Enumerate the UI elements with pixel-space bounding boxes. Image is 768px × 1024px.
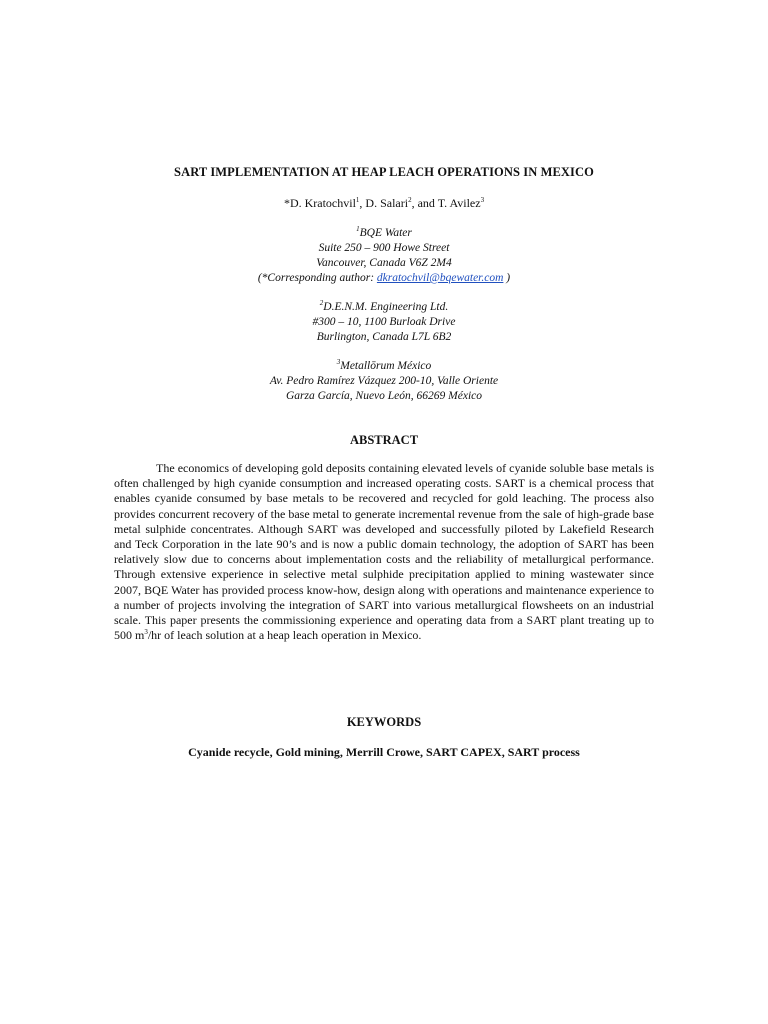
keywords-list: Cyanide recycle, Gold mining, Merrill Crowe, SART CAPEX, SART process [188,745,580,759]
affiliation-1 [0,226,768,286]
corresponding-author-prefix: (*Corresponding author: [257,272,377,284]
affiliation-3-city-line: Garza García, Nuevo León, 66269 México [286,390,482,402]
affiliation-1-org [0,226,768,241]
abstract-text: The economics of developing gold deposits containing elevated levels of cyanide soluble base metals is often challenged by high cyanide consumption and increased operating costs. SART is a chemical process that enables cyanide consumed by base metals to be recovered and recycled for gold leaching. The process also provides concurrent recovery of the base metal to generate incremental revenue from the sale of high-grade base metal sulphide concentrates. Although SART was developed and successfully piloted by Lakefield Research and Teck Corporation in the late 90’s and is now a public domain technology, the adoption of SART has been relatively slow due to concerns about implementation costs and the reliability of metallurgical performance. Through extensive experience in selective metal sulphide precipitation applied to mining wastewater since 2007, BQE Water has provided process know-how, design along with operations and maintenance experience to a number of projects involving the integration of SART into various metallurgical flowsheets on an industrial scale. This paper presents the commissioning experience and operating data from a SART plant treating up to 500 m [114,461,654,643]
affiliation-2-address-line: #300 – 10, 1100 Burloak Drive [312,316,456,328]
abstract-unit-superscript: 3 [144,628,148,637]
abstract-body [114,461,654,643]
author-1: *D. Kratochvil [283,196,356,210]
abstract-heading: ABSTRACT [349,433,419,447]
author-1-affil-marker: 1 [355,196,360,204]
author-3-affil-marker: 3 [480,196,485,204]
corresponding-author-line [0,271,768,286]
affiliation-2 [0,300,768,345]
author-line [0,196,768,211]
affiliation-2-org [0,300,768,315]
author-2: , D. Salari [359,196,409,210]
affiliation-3 [0,359,768,404]
affiliation-3-org [0,359,768,374]
abstract-text-end: /hr of leach solution at a heap leach operation in Mexico. [147,628,422,643]
corresponding-author-email-link[interactable]: dkratochvil@bqewater.com [376,272,504,284]
affiliation-3-marker: 3 [336,358,341,367]
author-3: , and T. Avilez [411,196,481,210]
affiliation-3-address-line: Av. Pedro Ramírez Vázquez 200-10, Valle Oriente [269,375,499,387]
affiliation-1-marker: 1 [356,225,360,234]
paper-title: SART IMPLEMENTATION AT HEAP LEACH OPERATIONS IN MEXICO [174,165,594,179]
affiliation-1-address-line: Suite 250 – 900 Howe Street [318,242,450,254]
affiliation-1-org-name: BQE Water [359,227,412,239]
affiliation-2-city-line: Burlington, Canada L7L 6B2 [316,331,452,343]
author-2-affil-marker: 2 [408,196,412,204]
affiliation-2-marker: 2 [319,299,324,308]
affiliation-3-org-name: Metallōrum México [340,360,432,372]
affiliation-2-org-name: D.E.N.M. Engineering Ltd. [323,301,449,313]
keywords-heading: KEYWORDS [346,715,422,729]
affiliation-1-city-line: Vancouver, Canada V6Z 2M4 [316,257,452,269]
corresponding-author-suffix: ) [503,272,511,284]
